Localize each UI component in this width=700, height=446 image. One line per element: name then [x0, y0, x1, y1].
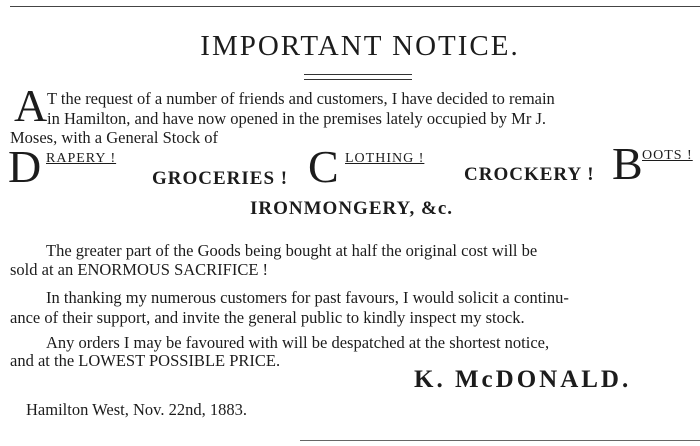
para1-line-2: sold at an ENORMOUS SACRIFICE ! — [10, 260, 269, 279]
clothing-drop-cap: C — [308, 141, 339, 192]
boots-drop-cap: B — [612, 138, 643, 189]
intro-drop-cap: A — [14, 80, 48, 131]
boots-label: OOTS ! — [642, 148, 693, 163]
drapery-drop-cap: D — [8, 141, 42, 192]
para2-line-1: In thanking my numerous customers for past favours, I would solicit a continu- — [46, 288, 569, 307]
title-underline-1 — [304, 74, 412, 75]
dateline: Hamilton West, Nov. 22nd, 1883. — [26, 400, 247, 419]
intro-line-1: T the request of a number of friends and customers, I have decided to remain — [47, 89, 555, 108]
groceries-label: GROCERIES ! — [152, 168, 289, 189]
bottom-rule — [300, 440, 700, 441]
notice-title: IMPORTANT NOTICE. — [200, 30, 520, 62]
clothing-label: LOTHING ! — [345, 151, 425, 166]
intro-line-2: in Hamilton, and have now opened in the premises lately occupied by Mr J. — [47, 109, 547, 128]
top-rule — [10, 6, 700, 7]
para2-line-2: ance of their support, and invite the general public to kindly inspect my stock. — [10, 308, 525, 327]
para3-line-2: and at the LOWEST POSSIBLE PRICE. — [10, 351, 281, 370]
ironmongery-label: IRONMONGERY, &c. — [250, 198, 454, 219]
para1-line-1: The greater part of the Goods being bought at half the original cost will be — [46, 241, 538, 260]
crockery-label: CROCKERY ! — [464, 164, 595, 185]
intro-line-3: Moses, with a General Stock of — [10, 128, 219, 147]
signature: K. McDONALD. — [414, 366, 632, 393]
drapery-label: RAPERY ! — [46, 151, 117, 166]
title-underline-2 — [304, 79, 412, 80]
para3-line-1: Any orders I may be favoured with will be despatched at the shortest notice, — [46, 333, 550, 352]
